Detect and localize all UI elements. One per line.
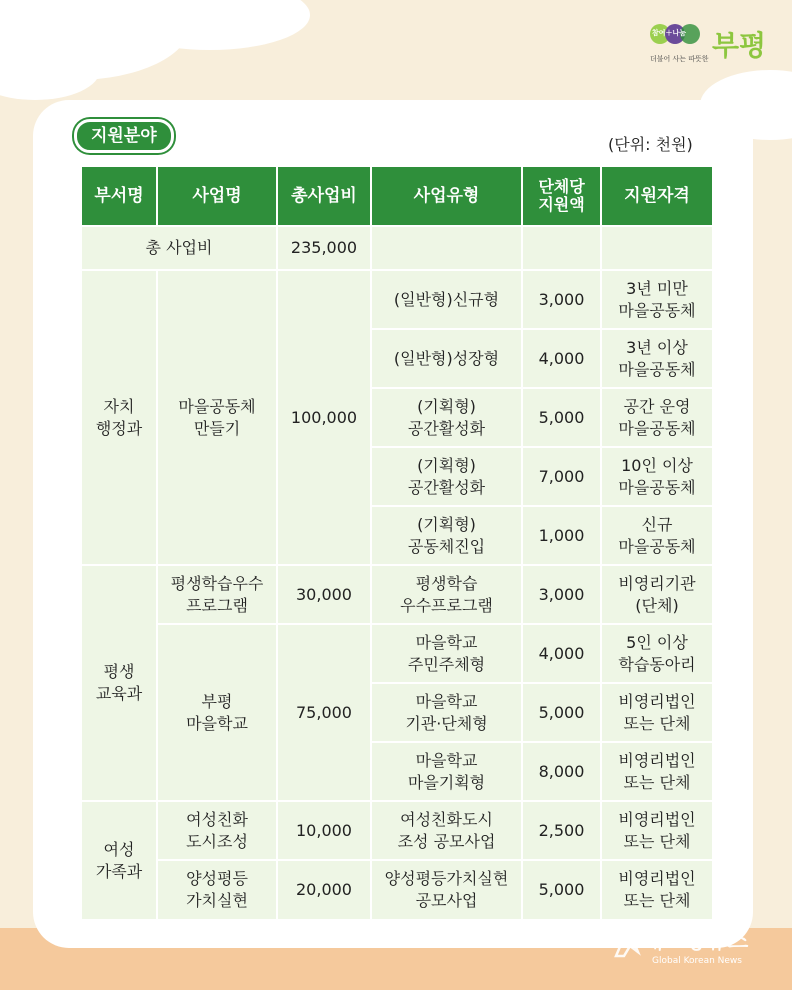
qualification-cell: 3년 미만 마을공동체 — [601, 270, 713, 329]
total-value: 235,000 — [277, 226, 371, 270]
type-cell: 여성친화도시 조성 공모사업 — [371, 801, 522, 860]
header-dept: 부서명 — [81, 166, 157, 226]
amount-cell: 2,500 — [522, 801, 601, 860]
project-total-cell: 10,000 — [277, 801, 371, 860]
qualification-cell: 10인 이상 마을공동체 — [601, 447, 713, 506]
type-cell: (일반형)신규형 — [371, 270, 522, 329]
qualification-cell: 공간 운영 마을공동체 — [601, 388, 713, 447]
header-project: 사업명 — [157, 166, 277, 226]
support-table — [80, 165, 714, 921]
unit-label: (단위: 천원) — [608, 135, 693, 154]
watermark-logo-icon — [612, 922, 642, 962]
type-cell: (기획형) 공간활성화 — [371, 447, 522, 506]
table-row — [81, 860, 713, 920]
watermark — [612, 920, 782, 975]
project-cell: 마을공동체 만들기 — [157, 270, 277, 565]
project-total-cell: 20,000 — [277, 860, 371, 920]
header-qualification: 지원자격 — [601, 166, 713, 226]
watermark-name: 내고향뉴스 — [642, 929, 749, 954]
qualification-cell: 비영리법인 또는 단체 — [601, 742, 713, 801]
table-row — [81, 801, 713, 860]
empty-cell — [522, 226, 601, 270]
project-cell: 여성친화 도시조성 — [157, 801, 277, 860]
type-cell: 마을학교 마을기획형 — [371, 742, 522, 801]
total-label: 총 사업비 — [81, 226, 277, 270]
qualification-cell: 비영리기관 (단체) — [601, 565, 713, 624]
section-label: 지원분야 — [74, 119, 174, 153]
qualification-cell: 3년 이상 마을공동체 — [601, 329, 713, 388]
logo-tagline-bottom: 더불어 사는 따뜻한 — [650, 55, 709, 63]
amount-cell: 5,000 — [522, 860, 601, 920]
dept-cell: 자치 행정과 — [81, 270, 157, 565]
project-total-cell: 100,000 — [277, 270, 371, 565]
empty-cell — [601, 226, 713, 270]
amount-cell: 4,000 — [522, 624, 601, 683]
total-row — [81, 226, 713, 270]
type-cell: 평생학습 우수프로그램 — [371, 565, 522, 624]
amount-cell: 5,000 — [522, 388, 601, 447]
type-cell: 양성평등가치실현 공모사업 — [371, 860, 522, 920]
project-cell: 양성평등 가치실현 — [157, 860, 277, 920]
table-row — [81, 270, 713, 329]
header-type: 사업유형 — [371, 166, 522, 226]
qualification-cell: 비영리법인 또는 단체 — [601, 683, 713, 742]
amount-cell: 5,000 — [522, 683, 601, 742]
amount-cell: 3,000 — [522, 565, 601, 624]
amount-cell: 8,000 — [522, 742, 601, 801]
qualification-cell: 신규 마을공동체 — [601, 506, 713, 565]
type-cell: (일반형)성장형 — [371, 329, 522, 388]
logo-brand: 부평 — [712, 29, 767, 62]
table-row — [81, 565, 713, 624]
project-cell: 부평 마을학교 — [157, 624, 277, 801]
header-total: 총사업비 — [277, 166, 371, 226]
type-cell: 마을학교 기관·단체형 — [371, 683, 522, 742]
qualification-cell: 비영리법인 또는 단체 — [601, 860, 713, 920]
project-total-cell: 75,000 — [277, 624, 371, 801]
type-cell: (기획형) 공동체진입 — [371, 506, 522, 565]
qualification-cell: 5인 이상 학습동아리 — [601, 624, 713, 683]
amount-cell: 1,000 — [522, 506, 601, 565]
qualification-cell: 비영리법인 또는 단체 — [601, 801, 713, 860]
type-cell: 마을학교 주민주체형 — [371, 624, 522, 683]
bupyeong-logo — [650, 22, 775, 68]
amount-cell: 3,000 — [522, 270, 601, 329]
watermark-sub: Global Korean News — [652, 956, 742, 966]
dept-cell: 여성 가족과 — [81, 801, 157, 920]
header-amount: 단체당 지원액 — [522, 166, 601, 226]
logo-tagline-top: 참여＋나눔 — [652, 29, 687, 37]
project-cell: 평생학습우수 프로그램 — [157, 565, 277, 624]
table-header-row — [81, 166, 713, 226]
table-row — [81, 624, 713, 683]
amount-cell: 4,000 — [522, 329, 601, 388]
dept-cell: 평생 교육과 — [81, 565, 157, 801]
type-cell: (기획형) 공간활성화 — [371, 388, 522, 447]
project-total-cell: 30,000 — [277, 565, 371, 624]
empty-cell — [371, 226, 522, 270]
amount-cell: 7,000 — [522, 447, 601, 506]
